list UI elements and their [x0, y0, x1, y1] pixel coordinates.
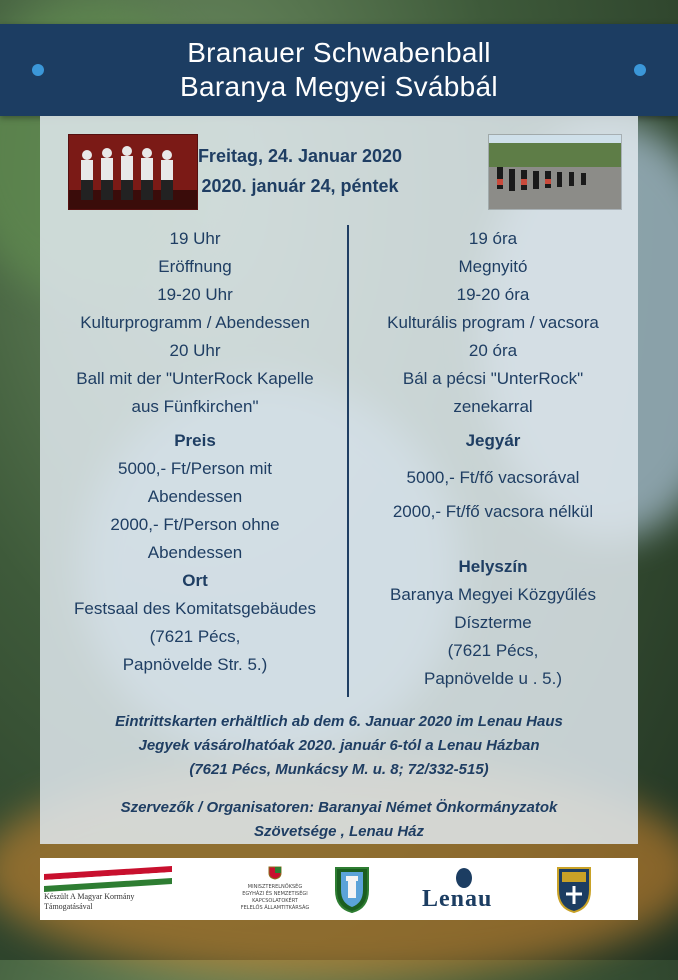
- venue-line: Díszterme: [454, 613, 532, 632]
- gov-text-line: Készült A Magyar Kormány: [44, 892, 135, 901]
- ministry-logo: [220, 864, 330, 914]
- venue-line: Papnövelde u . 5.): [424, 669, 562, 688]
- schedule-line: Megnyitó: [458, 257, 528, 276]
- gov-text-line: Támogatásával: [44, 902, 93, 911]
- banner-dot-left: [32, 64, 44, 76]
- hungarian-column: [348, 225, 638, 693]
- organizers-line: Szövetsége , Lenau Ház: [253, 823, 425, 840]
- venue-line: Baranya Megyei Közgyűlés: [389, 585, 596, 604]
- title-german: Branauer Schwabenball: [187, 37, 491, 68]
- price-line: Abendessen: [147, 543, 243, 562]
- price-heading: Jegyár: [465, 431, 521, 450]
- ticket-line: (7621 Pécs, Munkácsy M. u. 8; 72/332-515): [189, 761, 489, 778]
- ticket-line: Jegyek vásárolhatóak 2020. január 6-tól a Lenau Házban: [138, 737, 540, 754]
- german-column: [50, 225, 340, 679]
- association-shield-icon: [554, 864, 594, 914]
- hungarian-coat-of-arms-icon: [267, 864, 283, 880]
- price-line: 5000,- Ft/Person mit: [117, 459, 272, 478]
- ministry-text-line: FELELŐS ÁLLAMTITKÁRSÁG: [240, 905, 310, 911]
- pecs-coat-of-arms: [330, 864, 374, 914]
- ministry-text-line: MINISZTERELNÖKSÉG: [247, 884, 303, 890]
- price-line: Abendessen: [147, 487, 243, 506]
- price-line: 2000,- Ft/fő vacsora nélkül: [392, 502, 594, 521]
- schedule-line: Eröffnung: [158, 257, 232, 276]
- venue-line: Papnövelde Str. 5.): [122, 655, 268, 674]
- association-coat-of-arms: [554, 864, 594, 914]
- date-german: Freitag, 24. Januar 2020: [197, 146, 403, 166]
- hungarian-government-logo: [44, 864, 172, 914]
- lenau-logo: [418, 864, 514, 914]
- venue-heading: Helyszín: [458, 557, 528, 576]
- dancers-photo: [488, 134, 622, 210]
- venue-heading: Ort: [182, 571, 208, 590]
- city-shield-icon: [330, 864, 374, 914]
- sponsor-logos: [40, 858, 638, 920]
- ticket-info: [40, 710, 638, 782]
- price-line: 2000,- Ft/Person ohne: [110, 515, 280, 534]
- ticket-line: Eintrittskarten erhältlich ab dem 6. Januar 2020 im Lenau Haus: [115, 713, 563, 730]
- ministry-text-line: EGYHÁZI ÉS NEMZETISÉGI KAPCSOLATOKÉRT: [242, 891, 308, 904]
- schedule-line: 20 Uhr: [169, 341, 221, 360]
- organizers-info: [40, 796, 638, 844]
- schedule-line: 19-20 óra: [456, 285, 530, 304]
- venue-line: (7621 Pécs,: [447, 641, 539, 660]
- date-hungarian: 2020. január 24, péntek: [201, 176, 399, 196]
- schedule-line: 19 Uhr: [169, 229, 221, 248]
- schedule-line: 19-20 Uhr: [157, 285, 233, 304]
- schedule-line: Kulturprogramm / Abendessen: [80, 313, 310, 332]
- schedule-line: 19 óra: [468, 229, 518, 248]
- price-line: 5000,- Ft/fő vacsorával: [406, 468, 580, 487]
- schedule-line: aus Fünfkirchen": [131, 397, 259, 416]
- title-hungarian: Baranya Megyei Svábbál: [180, 71, 498, 102]
- organizers-line: Szervezők / Organisatoren: Baranyai Német Önkormányzatok: [120, 799, 558, 816]
- venue-line: Festsaal des Komitatsgebäudes: [74, 599, 316, 618]
- schedule-line: Kulturális program / vacsora: [387, 313, 599, 332]
- title-banner: [0, 24, 678, 116]
- banner-dot-right: [634, 64, 646, 76]
- lenau-wordmark: Lenau: [422, 886, 493, 912]
- venue-line: (7621 Pécs,: [149, 627, 241, 646]
- schedule-line: Bál a pécsi "UnterRock": [402, 369, 584, 388]
- price-heading: Preis: [174, 431, 216, 450]
- schedule-line: 20 óra: [468, 341, 518, 360]
- schedule-line: Ball mit der "UnterRock Kapelle: [76, 369, 314, 388]
- schedule-line: zenekarral: [453, 397, 533, 416]
